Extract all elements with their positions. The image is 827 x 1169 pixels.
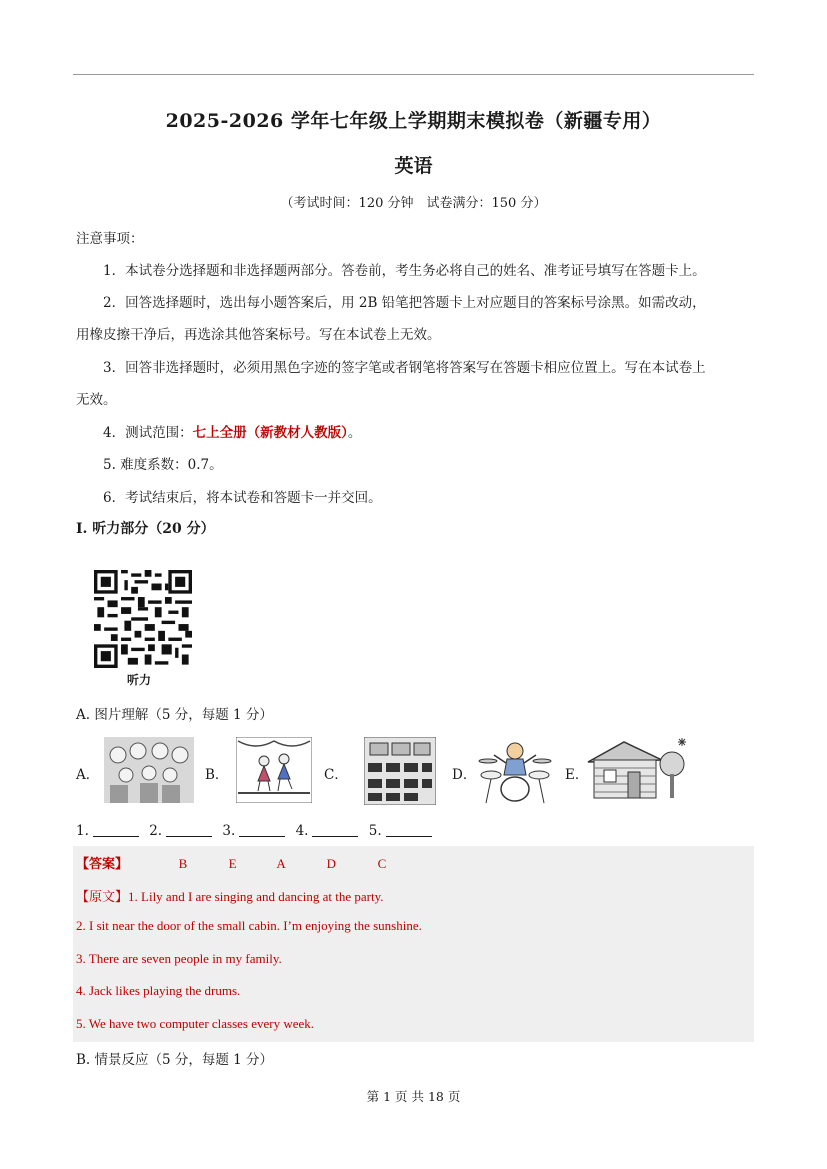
transcript-3: 3. There are seven people in my family. (76, 951, 282, 966)
option-letter-c: C． (324, 767, 348, 783)
note-item-4 (103, 421, 361, 441)
blank-label-3: 3. (222, 823, 236, 839)
computer-class-picture-icon (364, 737, 436, 805)
blank-label-2: 2. (149, 823, 163, 839)
transcript-2: 2. I sit near the door of the small cabin. I’m enjoying the sunshine. (76, 918, 422, 933)
note-item-2-line-1: 2．回答选择题时，选出每小题答案后，用 2B 铅笔把答题卡上对应题目的答案标号涂黑。如需改动， (103, 295, 706, 311)
answer-1: B (178, 856, 188, 871)
note-item-3-line-2: 无效。 (76, 392, 117, 408)
transcript-5: 5. We have two computer classes every week. (76, 1016, 315, 1031)
blank-4[interactable] (312, 822, 358, 837)
cabin-picture-icon (584, 734, 690, 804)
blank-1[interactable] (93, 822, 139, 837)
qr-label: 听力 (127, 673, 152, 687)
answer-box (73, 846, 754, 1042)
note-item-5: 5. 难度系数：0.7。 (103, 457, 223, 473)
drums-picture-icon (478, 735, 552, 805)
note-item-1: 1．本试卷分选择题和非选择题两部分。答卷前，考生务必将自己的姓名、准考证号填写在答题卡上。 (103, 263, 706, 279)
transcript-line-1 (76, 886, 383, 905)
option-letter-e: E． (565, 767, 589, 783)
exam-info: （考试时间：120 分钟 试卷满分：150 分） (280, 196, 547, 211)
notes-heading: 注意事项： (76, 231, 144, 247)
note-item-4-prefix: 4．测试范围： (103, 425, 193, 441)
answer-blanks (76, 822, 438, 839)
test-scope: 七上全册（新教材人教版） (192, 425, 348, 441)
part-b-heading: B. 情景反应（5 分，每题 1 分） (76, 1052, 274, 1068)
transcript-label: 【原文】 (76, 889, 129, 904)
answer-4: D (326, 856, 337, 871)
note-item-3-line-1: 3．回答非选择题时，必须用黑色字迹的签字笔或者钢笔将答案写在答题卡相应位置上。写在本试卷上 (103, 360, 706, 376)
answer-line (76, 853, 386, 872)
note-item-4-suffix: 。 (347, 425, 362, 441)
part-a-heading: A. 图片理解（5 分，每题 1 分） (76, 707, 273, 723)
answer-2: E (228, 856, 237, 871)
exam-title: 2025-2026 学年七年级上学期期末模拟卷（新疆专用） (165, 110, 662, 132)
note-item-2-line-2: 用橡皮擦干净后，再选涂其他答案标号。写在本试卷上无效。 (76, 327, 441, 343)
blank-3[interactable] (239, 822, 285, 837)
option-letter-b: B． (205, 767, 229, 783)
singing-dancing-picture-icon (236, 737, 312, 803)
note-item-6: 6．考试结束后，将本试卷和答题卡一并交回。 (103, 490, 382, 506)
blank-2[interactable] (166, 822, 212, 837)
transcript-4: 4. Jack likes playing the drums. (76, 983, 241, 998)
page-number: 第 1 页 共 18 页 (366, 1089, 461, 1104)
option-letter-a: A． (76, 767, 100, 783)
answer-3: A (276, 856, 286, 871)
header-rule (73, 74, 754, 75)
blank-label-4: 4. (295, 823, 309, 839)
transcript-1: 1. Lily and I are singing and dancing at the party. (128, 889, 384, 904)
blank-label-5: 5. (368, 823, 382, 839)
blank-label-1: 1. (76, 823, 89, 839)
listening-section-heading: I. 听力部分（20 分） (76, 521, 215, 537)
blank-5[interactable] (386, 822, 432, 837)
exam-subject: 英语 (394, 155, 433, 177)
family-picture-icon (104, 737, 194, 803)
answer-label: 【答案】 (76, 856, 129, 871)
answer-5: C (377, 856, 387, 871)
option-letter-d: D． (452, 767, 477, 783)
qr-code-icon[interactable] (94, 570, 192, 668)
